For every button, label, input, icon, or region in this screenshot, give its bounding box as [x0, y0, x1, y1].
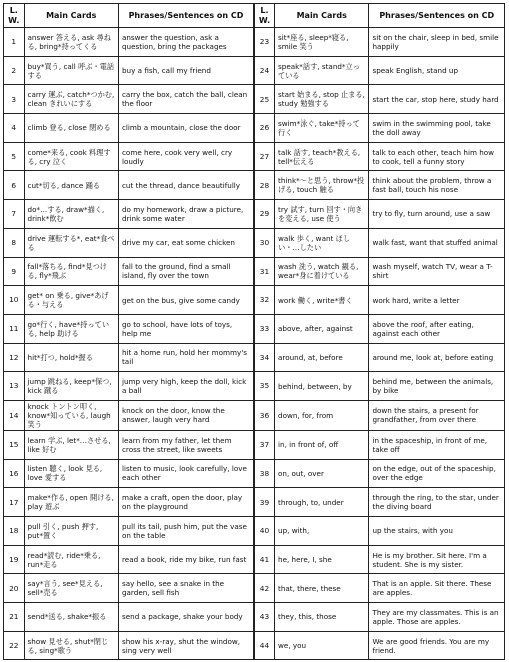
main-card-right: walk 歩く, want ほしい・…したい: [275, 228, 369, 257]
lesson-number-right: 30: [254, 228, 275, 257]
phrase-right: on the edge, out of the spaceship, over the edge: [369, 459, 505, 488]
phrase-right: work hard, write a letter: [369, 286, 505, 315]
table-row: [4, 517, 505, 546]
lesson-number-left: 13: [4, 372, 25, 401]
lesson-number-right: 35: [254, 372, 275, 401]
main-card-left: show 見せる, shut*閉じる, sing*歌う: [24, 631, 118, 660]
lesson-number-right: 31: [254, 257, 275, 286]
lesson-number-right: 27: [254, 142, 275, 171]
main-card-left: cut*切る, dance 踊る: [24, 171, 118, 200]
table-row: [4, 171, 505, 200]
phrase-left: carry the box, catch the ball, clean the floor: [118, 85, 254, 114]
table-row: [4, 400, 505, 430]
table-row: [4, 372, 505, 401]
main-card-right: work 働く, write*書く: [275, 286, 369, 315]
main-card-left: pull 引く, push 押す, put*置く: [24, 517, 118, 546]
main-card-left: carry 運ぶ, catch*つかむ, clean きれいにする: [24, 85, 118, 114]
lesson-number-left: 5: [4, 142, 25, 171]
phrase-right: behind me, between the animals, by bike: [369, 372, 505, 401]
lesson-number-left: 15: [4, 430, 25, 459]
phrase-left: get on the bus, give some candy: [118, 286, 254, 315]
main-card-right: swim*泳ぐ, take*持って行く: [275, 114, 369, 143]
main-card-left: make*作る, open 開ける, play 遊ぶ: [24, 488, 118, 517]
phrase-right: wash myself, watch TV, wear a T-shirt: [369, 257, 505, 286]
lesson-number-right: 39: [254, 488, 275, 517]
phrase-right: in the spaceship, in front of me, take off: [369, 430, 505, 459]
phrase-right: above the roof, after eating, against each other: [369, 314, 505, 343]
phrase-left: come here, cook very well, cry loudly: [118, 142, 254, 171]
main-card-left: hit*打つ, hold*握る: [24, 343, 118, 372]
lesson-number-left: 11: [4, 314, 25, 343]
lesson-number-right: 41: [254, 545, 275, 574]
lesson-number-left: 20: [4, 574, 25, 603]
lesson-number-right: 32: [254, 286, 275, 315]
main-card-left: read*読む, ride*乗る, run*走る: [24, 545, 118, 574]
lesson-number-right: 24: [254, 56, 275, 85]
phrase-left: listen to music, look carefully, love each other: [118, 459, 254, 488]
header-lw-left: L. W.: [4, 4, 25, 28]
main-card-right: wash 洗う, watch 観る, wear*身に着けている: [275, 257, 369, 286]
main-card-right: speak*話す, stand*立っている: [275, 56, 369, 85]
vocabulary-table: [3, 3, 505, 660]
main-card-right: through, to, under: [275, 488, 369, 517]
lesson-number-left: 2: [4, 56, 25, 85]
lesson-number-right: 26: [254, 114, 275, 143]
phrase-right: sit on the chair, sleep in bed, smile happily: [369, 28, 505, 57]
header-main-right: Main Cards: [275, 4, 369, 28]
phrase-left: say hello, see a snake in the garden, sell fish: [118, 574, 254, 603]
table-row: [4, 257, 505, 286]
main-card-left: fall*落ちる, find*見つける, fly*飛ぶ: [24, 257, 118, 286]
lesson-number-left: 9: [4, 257, 25, 286]
phrase-left: drive my car, eat some chicken: [118, 228, 254, 257]
table-row: [4, 85, 505, 114]
phrase-left: answer the question, ask a question, bring the packages: [118, 28, 254, 57]
main-card-right: start 始まる, stop 止まる, study 勉強する: [275, 85, 369, 114]
phrase-right: He is my brother. Sit here. I'm a student. She is my sister.: [369, 545, 505, 574]
phrase-right: We are good friends. You are my friend.: [369, 631, 505, 660]
phrase-right: try to fly, turn around, use a saw: [369, 200, 505, 229]
phrase-left: fall to the ground, find a small island, fly over the town: [118, 257, 254, 286]
lesson-number-left: 14: [4, 400, 25, 430]
table-row: [4, 200, 505, 229]
main-card-left: buy*買う, call 呼ぶ・電話する: [24, 56, 118, 85]
main-card-right: sit*座る, sleep*寝る, smile 笑う: [275, 28, 369, 57]
phrase-right: walk fast, want that stuffed animal: [369, 228, 505, 257]
main-card-right: they, this, those: [275, 603, 369, 632]
main-card-right: behind, between, by: [275, 372, 369, 401]
main-card-left: learn 学ぶ, let*…させる, like 好む: [24, 430, 118, 459]
phrase-left: jump very high, keep the doll, kick a ball: [118, 372, 254, 401]
main-card-left: drive 運転する*, eat*食べる: [24, 228, 118, 257]
lesson-number-left: 16: [4, 459, 25, 488]
phrase-right: That is an apple. Sit there. These are apples.: [369, 574, 505, 603]
main-card-right: try 試す, turn 回す・向きを変える, use 使う: [275, 200, 369, 229]
header-lw-right: L. W.: [254, 4, 275, 28]
phrase-left: go to school, have lots of toys, help me: [118, 314, 254, 343]
phrase-left: read a book, ride my bike, run fast: [118, 545, 254, 574]
table-row: [4, 574, 505, 603]
table-row: [4, 603, 505, 632]
main-card-left: knock トントン叩く, know*知っている, laugh 笑う: [24, 400, 118, 430]
lesson-number-left: 18: [4, 517, 25, 546]
table-row: [4, 430, 505, 459]
phrase-right: They are my classmates. This is an apple. Those are apples.: [369, 603, 505, 632]
lesson-number-left: 1: [4, 28, 25, 57]
main-card-left: send*送る, shake*振る: [24, 603, 118, 632]
lesson-number-left: 4: [4, 114, 25, 143]
lesson-number-right: 37: [254, 430, 275, 459]
lesson-number-right: 28: [254, 171, 275, 200]
phrase-right: around me, look at, before eating: [369, 343, 505, 372]
main-card-right: in, in front of, off: [275, 430, 369, 459]
main-card-left: listen 聴く, look 見る, love 愛する: [24, 459, 118, 488]
phrase-left: climb a mountain, close the door: [118, 114, 254, 143]
lesson-number-left: 21: [4, 603, 25, 632]
lesson-number-right: 34: [254, 343, 275, 372]
lesson-number-right: 44: [254, 631, 275, 660]
main-card-left: do*…する, draw*描く, drink*飲む: [24, 200, 118, 229]
table-row: [4, 545, 505, 574]
lesson-number-left: 12: [4, 343, 25, 372]
main-card-left: climb 登る, close 閉める: [24, 114, 118, 143]
table-row: [4, 228, 505, 257]
phrase-right: talk to each other, teach him how to cook, tell a funny story: [369, 142, 505, 171]
lesson-number-left: 8: [4, 228, 25, 257]
lesson-number-right: 42: [254, 574, 275, 603]
table-row: [4, 56, 505, 85]
table-row: [4, 488, 505, 517]
main-card-left: get* on 乗る, give*あげる・与える: [24, 286, 118, 315]
lesson-number-left: 22: [4, 631, 25, 660]
table-row: [4, 459, 505, 488]
lesson-number-right: 33: [254, 314, 275, 343]
main-card-right: think*〜と思う, throw*投げる, touch 触る: [275, 171, 369, 200]
lesson-number-left: 7: [4, 200, 25, 229]
main-card-right: up, with,: [275, 517, 369, 546]
phrase-left: pull its tail, push him, put the vase on the table: [118, 517, 254, 546]
lesson-number-left: 19: [4, 545, 25, 574]
phrase-left: do my homework, draw a picture, drink some water: [118, 200, 254, 229]
phrase-right: up the stairs, with you: [369, 517, 505, 546]
header-main-left: Main Cards: [24, 4, 118, 28]
main-card-left: say*言う, see*見える, sell*売る: [24, 574, 118, 603]
table-row: [4, 631, 505, 660]
lesson-number-right: 40: [254, 517, 275, 546]
phrase-right: think about the problem, throw a fast ball, touch his nose: [369, 171, 505, 200]
main-card-left: go*行く, have*持っている, help 助ける: [24, 314, 118, 343]
lesson-number-left: 6: [4, 171, 25, 200]
main-card-right: down, for, from: [275, 400, 369, 430]
table-row: [4, 28, 505, 57]
phrase-right: speak English, stand up: [369, 56, 505, 85]
main-card-left: jump 跳ねる, keep*保つ, kick 蹴る: [24, 372, 118, 401]
lesson-number-left: 17: [4, 488, 25, 517]
table-row: [4, 142, 505, 171]
phrase-left: buy a fish, call my friend: [118, 56, 254, 85]
main-card-right: we, you: [275, 631, 369, 660]
lesson-number-left: 3: [4, 85, 25, 114]
header-phrases-right: Phrases/Sentences on CD: [369, 4, 505, 28]
vocabulary-table-wrapper: [3, 3, 505, 660]
lesson-number-left: 10: [4, 286, 25, 315]
phrase-left: cut the thread, dance beautifully: [118, 171, 254, 200]
phrase-left: knock on the door, know the answer, laugh very hard: [118, 400, 254, 430]
phrase-right: start the car, stop here, study hard: [369, 85, 505, 114]
header-phrases-left: Phrases/Sentences on CD: [118, 4, 254, 28]
phrase-left: show his x-ray, shut the window, sing very well: [118, 631, 254, 660]
phrase-right: down the stairs, a present for grandfather, from over there: [369, 400, 505, 430]
table-row: [4, 314, 505, 343]
table-row: [4, 343, 505, 372]
phrase-right: through the ring, to the star, under the diving board: [369, 488, 505, 517]
lesson-number-right: 29: [254, 200, 275, 229]
lesson-number-right: 43: [254, 603, 275, 632]
phrase-right: swim in the swimming pool, take the doll away: [369, 114, 505, 143]
phrase-left: make a craft, open the door, play on the playground: [118, 488, 254, 517]
main-card-right: talk 話す, teach*教える, tell*伝える: [275, 142, 369, 171]
main-card-right: he, here, I, she: [275, 545, 369, 574]
table-header-row: [4, 4, 505, 28]
lesson-number-right: 38: [254, 459, 275, 488]
main-card-right: above, after, against: [275, 314, 369, 343]
phrase-left: send a package, shake your body: [118, 603, 254, 632]
main-card-right: that, there, these: [275, 574, 369, 603]
main-card-left: answer 答える, ask 尋ねる, bring*持ってくる: [24, 28, 118, 57]
table-body: [4, 28, 505, 660]
lesson-number-right: 25: [254, 85, 275, 114]
main-card-left: come*来る, cook 料理する, cry 泣く: [24, 142, 118, 171]
lesson-number-right: 23: [254, 28, 275, 57]
main-card-right: around, at, before: [275, 343, 369, 372]
phrase-left: learn from my father, let them cross the street, like sweets: [118, 430, 254, 459]
main-card-right: on, out, over: [275, 459, 369, 488]
table-row: [4, 114, 505, 143]
phrase-left: hit a home run, hold her mommy's tail: [118, 343, 254, 372]
table-row: [4, 286, 505, 315]
lesson-number-right: 36: [254, 400, 275, 430]
